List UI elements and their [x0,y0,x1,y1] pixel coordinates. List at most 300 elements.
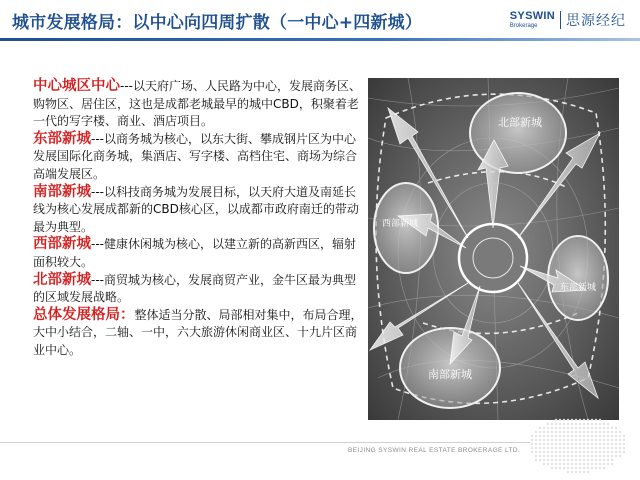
map-dot [579,459,581,461]
map-dot [543,443,545,445]
label-west: 西部新城 [382,219,419,229]
map-dot [559,455,561,457]
map-dot [551,459,553,461]
map-dot [539,443,541,445]
map-dot [551,439,553,441]
map-dot [595,463,597,465]
map-dot [579,439,581,441]
map-dot [611,435,613,437]
map-dot [611,431,613,433]
map-dot [555,447,557,449]
map-dot [579,435,581,437]
map-dot [563,451,565,453]
map-dot [587,423,589,425]
map-dot [603,451,605,453]
paragraph-body: ---以科技商务城为发展目标，以天府大道及南延长线为核心发展成都新的CBD核心区，以成都市政府南迁的带动最为典型。 [33,184,359,234]
map-dot [539,447,541,449]
map-dot [611,451,613,453]
map-dot [567,463,569,465]
map-dot [539,455,541,457]
map-dot [567,443,569,445]
map-dot [539,459,541,461]
map-dot [595,443,597,445]
map-dot [575,467,577,469]
map-dot [575,435,577,437]
paragraph-north [33,272,363,307]
map-dot [571,455,573,457]
map-dot [571,467,573,469]
map-dot [563,443,565,445]
map-dot [583,423,585,425]
map-dot [543,455,545,457]
map-dot [615,455,617,457]
map-dot [555,467,557,469]
map-dot [591,459,593,461]
map-dot [575,443,577,445]
map-dot [615,427,617,429]
map-dot [599,439,601,441]
map-dot [599,435,601,437]
map-dot [587,463,589,465]
map-dot [571,427,573,429]
map-dot [587,471,589,473]
map-dot [591,455,593,457]
map-dot [551,451,553,453]
map-dot [535,447,537,449]
map-dot [559,463,561,465]
map-dot [603,455,605,457]
label-south: 南部新城 [428,368,472,381]
map-dot [579,455,581,457]
map-dot [591,427,593,429]
map-dot [567,471,569,473]
map-dot [543,451,545,453]
map-dot [555,459,557,461]
map-dot [611,447,613,449]
map-dot [543,463,545,465]
map-dot [619,455,621,457]
map-dot [595,455,597,457]
map-dot [623,439,625,441]
map-dot [575,423,577,425]
map-dot [591,431,593,433]
map-dot [571,447,573,449]
map-dot [535,431,537,433]
map-dot [555,427,557,429]
map-dot [611,459,613,461]
map-dot [583,459,585,461]
map-dot [571,463,573,465]
map-dot [611,427,613,429]
paragraph-body: ---商贸城为核心，发展商贸产业，金牛区最为典型的区域发展战略。 [33,272,356,305]
paragraph-highlight: 总体发展格局： [33,306,135,323]
map-graphic [368,78,619,420]
map-dot [607,427,609,429]
map-dot [603,423,605,425]
map-dot [567,451,569,453]
map-dot [603,467,605,469]
map-dot [591,447,593,449]
map-dot [619,435,621,437]
map-dot [591,451,593,453]
map-dot [615,443,617,445]
map-dot [583,463,585,465]
map-dot [587,467,589,469]
map-dot [547,455,549,457]
map-dot [563,423,565,425]
map-dot [543,431,545,433]
map-dot [559,451,561,453]
map-dot [567,455,569,457]
map-dot [567,427,569,429]
map-dot [563,427,565,429]
map-dot [535,443,537,445]
map-dot [571,459,573,461]
map-dot [583,455,585,457]
map-dot [595,447,597,449]
map-dot [567,447,569,449]
map-dot [539,439,541,441]
map-dot [575,447,577,449]
logo-chinese: 思源经纪 [566,13,626,29]
map-dot [583,439,585,441]
map-dot [607,455,609,457]
logo-divider [560,11,561,29]
map-dot [611,463,613,465]
map-dot [571,471,573,473]
map-dot [619,439,621,441]
map-dot [587,427,589,429]
map-dot [591,467,593,469]
map-dot [591,439,593,441]
map-dot [583,419,585,421]
map-dot [615,447,617,449]
map-dot [591,423,593,425]
map-dot [607,463,609,465]
page-title: 城市发展格局：以中心向四周扩散（一中心+四新城） [12,13,423,33]
map-dot [587,435,589,437]
paragraph-overall [33,307,363,360]
map-dot [543,435,545,437]
map-dot [575,439,577,441]
map-dot [571,423,573,425]
map-dot [595,423,597,425]
paragraph-center [33,78,363,131]
map-dot [607,431,609,433]
map-dot [571,451,573,453]
map-dot [567,467,569,469]
city-development-map [368,78,619,420]
map-dot [603,435,605,437]
map-dot [599,423,601,425]
map-dot [599,463,601,465]
map-dot [559,467,561,469]
map-dot [603,443,605,445]
map-dot [547,451,549,453]
map-dot [583,427,585,429]
map-dot [579,451,581,453]
map-dot [603,439,605,441]
map-dot [603,431,605,433]
paragraph-highlight: 北部新城 [33,271,91,288]
map-dot [579,467,581,469]
map-dot [599,419,601,421]
map-dot [535,459,537,461]
map-dot [575,471,577,473]
map-dot [607,423,609,425]
map-dot [571,443,573,445]
paragraph-body: 整体适当分散、局部相对集中，布局合理，大中小结合，二轴、一中，六大旅游休闲商业区、十九片区商业中心。 [33,307,363,357]
map-dot [555,451,557,453]
map-dot [551,447,553,449]
map-dot [563,435,565,437]
map-dot [575,419,577,421]
map-dot [555,463,557,465]
map-dot [551,423,553,425]
map-dot [575,463,577,465]
map-dot [543,459,545,461]
map-dot [575,451,577,453]
map-dot [547,439,549,441]
map-dot [567,423,569,425]
map-dot [587,451,589,453]
map-dot [567,431,569,433]
map-dot [595,439,597,441]
map-dot [575,431,577,433]
map-dot [623,447,625,449]
map-dot [563,455,565,457]
map-dot [591,435,593,437]
map-dot [547,427,549,429]
map-dot [599,451,601,453]
paragraph-highlight: 中心城区中心 [33,78,120,94]
map-dot [619,447,621,449]
map-dot [603,459,605,461]
map-dot [587,447,589,449]
map-dot [615,451,617,453]
map-dot [555,423,557,425]
map-dot [547,447,549,449]
map-dot [559,419,561,421]
map-dot [547,423,549,425]
map-dot [551,467,553,469]
map-dot [531,439,533,441]
map-dot [547,431,549,433]
paragraph-highlight: 南部新城 [33,183,91,200]
map-dot [599,447,601,449]
map-dot [619,431,621,433]
map-dot [579,471,581,473]
map-dot [603,447,605,449]
map-dot [555,419,557,421]
map-dot [567,435,569,437]
map-dot [555,443,557,445]
map-dot [563,459,565,461]
logo-en-sub: Brokerage [509,22,538,29]
map-dot [607,435,609,437]
map-dot [539,431,541,433]
map-dot [595,451,597,453]
map-dot [543,439,545,441]
map-dot [587,459,589,461]
map-dot [559,447,561,449]
map-dot [619,443,621,445]
map-dot [599,455,601,457]
map-dot [587,419,589,421]
map-dot [587,455,589,457]
footer-dotted-map-icon [524,412,632,478]
map-dot [595,431,597,433]
paragraph-west [33,236,363,271]
brand-logo [510,7,626,33]
map-dot [575,455,577,457]
map-dot [551,443,553,445]
map-dot [583,431,585,433]
map-dot [535,455,537,457]
map-dot [623,443,625,445]
map-dot [611,455,613,457]
map-dot [559,435,561,437]
map-dot [567,459,569,461]
map-dot [587,431,589,433]
map-dot [555,455,557,457]
map-dot [603,463,605,465]
map-dot [535,435,537,437]
map-dot [587,443,589,445]
paragraph-body: ---以天府广场、人民路为中心，发展商务区、购物区、居住区，这也是成都老城最早的城中CBD，积聚着老一代的写字楼、商业、酒店项目。 [33,79,361,129]
map-dot [551,455,553,457]
map-dot [539,435,541,437]
map-dot [547,443,549,445]
map-dot [599,431,601,433]
map-dot [567,419,569,421]
map-dot [563,463,565,465]
label-east: 东部新城 [560,283,597,293]
map-dot [555,431,557,433]
map-dot [571,431,573,433]
map-dot [595,459,597,461]
footer-company-name: BEIJING SYSWIN REAL ESTATE BROKERAGE LTD. [348,447,521,454]
map-dot [615,431,617,433]
map-dot [535,451,537,453]
header-bar [0,0,640,38]
map-dot [583,447,585,449]
map-dot [555,439,557,441]
map-dot [559,427,561,429]
map-dot [579,427,581,429]
header-rule [0,38,640,41]
map-dot [575,427,577,429]
map-dot [563,439,565,441]
description-text-block [33,78,363,360]
map-dot [547,459,549,461]
label-north: 北部新城 [498,116,542,129]
paragraph-body: ---健康休闲城为核心，以建立新的高新西区，辐射面积较大。 [33,237,356,269]
map-dot [535,439,537,441]
map-dot [607,439,609,441]
map-dot [595,427,597,429]
paragraph-east [33,131,363,184]
map-dot [543,427,545,429]
map-dot [531,443,533,445]
map-dot [587,439,589,441]
paragraph-highlight: 西部新城 [33,236,91,253]
map-dot [603,427,605,429]
map-dot [563,431,565,433]
map-dot [583,467,585,469]
map-dot [531,435,533,437]
map-dot [607,447,609,449]
map-dot [531,451,533,453]
map-dot [591,463,593,465]
paragraph-highlight: 东部新城 [33,130,91,147]
map-dot [559,439,561,441]
map-dot [583,451,585,453]
map-dot [579,423,581,425]
map-dot [611,443,613,445]
map-dot [563,467,565,469]
map-dot [583,435,585,437]
map-dot [607,459,609,461]
map-dot [611,439,613,441]
map-dot [571,435,573,437]
map-dot [579,419,581,421]
paragraph-south [33,184,363,237]
paragraph-body: ---以商务城为核心，以东大街、攀成钢片区为中心发展国际化商务城，集酒店、写字楼、高档住宅、商场为综合高端发展区。 [33,131,358,181]
map-dot [599,443,601,445]
map-dot [607,451,609,453]
map-dot [595,419,597,421]
map-dot [591,443,593,445]
map-dot [607,443,609,445]
map-dot [623,435,625,437]
map-dot [571,439,573,441]
map-dot [551,427,553,429]
map-dot [579,431,581,433]
map-dot [595,435,597,437]
map-dot [551,463,553,465]
map-dot [599,459,601,461]
center-zone-circle [459,224,527,292]
logo-english [510,11,555,30]
map-dot [539,451,541,453]
map-dot [591,419,593,421]
map-dot [555,435,557,437]
map-dot [559,431,561,433]
map-dot [547,435,549,437]
map-dot [531,447,533,449]
map-dot [583,443,585,445]
map-dot [575,459,577,461]
footer-rule [0,442,530,443]
map-dot [595,467,597,469]
logo-en-main: SYSWIN [509,9,555,22]
map-dot [579,463,581,465]
map-dot [563,447,565,449]
map-dot [567,439,569,441]
map-dot [615,439,617,441]
map-dot [563,419,565,421]
map-dot [623,451,625,453]
map-dot [543,447,545,449]
map-dot [539,427,541,429]
map-dot [615,435,617,437]
map-dot [599,467,601,469]
map-dot [559,423,561,425]
map-dot [579,443,581,445]
map-dot [583,471,585,473]
map-dot [579,447,581,449]
